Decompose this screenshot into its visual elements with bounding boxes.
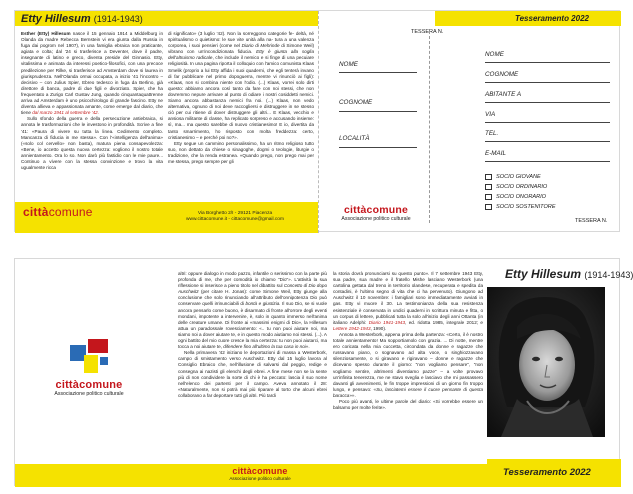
paragraph	[333, 271, 483, 332]
card-title-years: (1914-1943)	[93, 14, 143, 24]
paragraph	[178, 350, 327, 399]
paragraph	[333, 332, 483, 399]
text-run: dal marzo 1941 al settembre '42.	[32, 110, 100, 116]
web-email-line: www.cittacomune.it - cittacomune@gmail.com	[186, 217, 284, 222]
logo-mark-icon	[66, 337, 112, 377]
text-run: la storia dovrà pronunciarsi su questo punto». Il 7 settembre 1943 Etty, sua padre, sua madre e il fratello Mishe lasciano Westerbork (una cartolina gettata dal treno in territorio olandese, recuperata e spedita da contadini, è l'ultimo segno di vita che ci ha pervenuto). Giungono ad Auschwitz il 10 novembre: i famigliari sono immediatamente avviati in gas. Etty vi muore il 30. La testimonianza della sua resistenza esistenziale è conservata in undici quaderni in scrittura minuta e fitta, o un corpus di lettere, pubblicati tutta la solo all'inizio degli anni Ottanta (in italiano Adelphi:	[333, 271, 483, 325]
text-run: bontà e giustizia.	[245, 301, 281, 307]
text-run: altri: oppure dialogo in modo pazzo, infantile o serissimo con la parte più profonda di me, che per comodità io chiamo	[178, 271, 327, 283]
address-line: Via Borghetto 2/I - 29121 Piacenza	[197, 211, 273, 216]
label-nome: NOME	[485, 51, 504, 58]
option-socio-sostenitore: SOCIO SOSTENITORE	[496, 204, 556, 210]
bio-column-2	[168, 31, 314, 199]
text-run: Sullo sfondo della guerra e della persecuzione antiebraica, si annota le trasformazioni che le investono in profondità. Scrive a fine '41: «Paura di vivere su tutta la linea. Cedimento completo. Mancanza di fiducia in me stessa». Con l'«intelligenza dell'anima» («solo col cervello» non basta), matura piena consapevolezza: «Bene, io accetto questa nuova certezza: vogliono il nostro totale annientamento. Ora lo so. Non darò più fastidio con le mie paure... Continuo a vivere con la stessa convinzione e trovo la vita ugualmente ricca	[21, 116, 163, 171]
tesseramento-title: Tesseramento 2022	[515, 14, 589, 23]
bio-column-1	[21, 31, 163, 199]
tear-line	[429, 31, 430, 223]
back-logo	[25, 337, 153, 397]
back-tesseramento-title: Tesseramento 2022	[503, 467, 591, 478]
back-text-column-2	[333, 271, 483, 471]
paragraph	[178, 271, 327, 350]
text-run: Concetto di Dio dopo Auschwitz	[178, 283, 327, 295]
portrait-image	[487, 287, 605, 437]
tessera-number-label: TESSERA N.	[411, 29, 444, 35]
text-run: "Dio"». L'attività la sua riflessione si inserisce a pieno titolo nel dibattito sul	[178, 277, 327, 289]
paragraph	[21, 116, 163, 171]
front-logo	[23, 205, 143, 219]
text-run: Etty segue un cammino personalissimo, ha un ritmo religioso tutto suo, non dettato da chiese o sinagoghe, dogmi o teologie, liturgie o tradizione, che la renda estranea. «Quando prego, non prego mai per me stessa, prego sempre per gli	[168, 140, 314, 164]
label-via: VIA	[485, 111, 496, 118]
back-title-years: (1914-1943)	[584, 270, 633, 280]
back-brand-tagline: Associazione politico culturale	[54, 391, 124, 397]
text-run: di significato» (3 luglio '42). Non la sorreggono categorie fe- deltà, né spiritualismo o quietismo: le sue vite unità alla na- tura a una valenza corporea, i suoi pensieri (come nel	[168, 31, 314, 49]
text-run: Su, lasciatemi essere il cuore pensante di questa baracca	[333, 386, 483, 398]
field-via[interactable]	[485, 122, 610, 123]
form-logo	[320, 204, 432, 222]
label-email: E-MAIL	[485, 150, 506, 157]
option-socio-onorario: SOCIO ONORARIO	[496, 194, 547, 200]
checkbox-socio-ordinario[interactable]	[485, 184, 492, 190]
form-brand-name: cittàcomune	[343, 204, 409, 216]
text-run: Il suo Dio, se si vuole ancora pensarlo come buono, è disarmato di fronte all'orrore degli eventi mondani, impotente a intervenire, è, solo in quanto immerso nell'anima delle creature umane. Di fronte ai «massimi enigmi di Dio», la Hillesum attua un paradossale rovesciamento: «.. tu non puoi aiutare noi, ma siamo noi a dover aiutare te, e in questo modo aiutiamo noi stessi. (...). A ogni battito del mio cuore cresce la mia certezza: tu non puoi aiutarci, ma tocca a noi aiutare te,	[178, 301, 327, 350]
text-run: (per citare H. Jonas): come Simone Weil, Etty giunge alla conclusione che solo rinunciando all'attributo dell'onnipotenza Dio può conservare quelli irrinunciabili di	[178, 289, 327, 307]
stub-field-cognome[interactable]	[339, 111, 417, 112]
checkbox-socio-giovane[interactable]	[485, 174, 492, 180]
back-footer-logo	[205, 466, 315, 481]
text-run: Annota a Westerbork, appena prima della partenza: «Certo, il è nostro totale annientamento! Ma sopportiamolo con grazia. ... Di notte, mentre ero coricata nella mia cuccetta, circondata da donne e ragazze che russavano piano, o sognavano ad alta voce, o singhiozzavano silenziosamente, o si giravano e rigiravano – donne e ragazze che dicevano spesso durante il giorno: "non vogliamo pensare", "non vogliamo sentire, altrimenti diventiamo pazze" – a volte provavo un'infinita tenerezza, me ne stavo sveglia e lasciavo che mi passassero davanti gli avvenimenti, le fin troppe impressioni di un giorno fin troppo lungo, e pensavo: «	[333, 331, 483, 392]
field-tel[interactable]	[485, 141, 610, 142]
tessera-number-label-bottom: TESSERA N.	[575, 218, 608, 224]
paragraph	[168, 141, 314, 165]
field-abitante[interactable]	[485, 102, 610, 103]
text-run: Diario di Mehrinde	[241, 43, 280, 49]
stub-label-cognome: COGNOME	[339, 99, 373, 106]
text-run: Nella primavera '42 iniziano le deportazioni di massa a Westerbork, campo di smistamento verso Auschwitz. Etty dal 15 luglio lavora al Consiglio Ebraico che, nell'illusione di salvarsi dal peggio, redige e consegna ai nazisti gli elenchi degli ebrei. A fine mese non se la sente più di non condividere la sorte di chi è ha peccato: lascia il suo nome nell'elenco dei partenti per il campo. Aveva annotato il 28: «Naturalmente, non si potrà mai più riparare al torto che alcuni ebrei collaborano a far deportare tutti gli altri. Più tardi	[178, 350, 327, 398]
front-brand-name: cittàcomune	[23, 205, 93, 219]
text-run: difendere fino all'ultimo la tua casa in noi	[223, 344, 306, 350]
field-email[interactable]	[485, 161, 610, 162]
label-abitante: ABITANTE A	[485, 91, 522, 98]
text-run: , che include il nemico e si finge di una pecuiare religiosità. In una pagina riporta il colloquio con l'amico comunista Klaas Smelik (proprio a lui Etty affida i suoi quaderni, che egli tenterà invano di far pubblicare nel primo dopoguerra, mentre vi rinunciò ai figli): «Klaas, non si combina niente con l'odio. (...) Klaas, vorrei solo dirti questo: abbiamo ancora così tanto da fare con noi stessi, che non dovremmo nepure arrivare al punto di odiare i nostri cosiddetti nemici. Siamo ancora abbastanza nemici fra noi. (...) Klaas, non vedo alternativa, ognuno di noi deve raccogliersi e distruggere in se stesso ciò per cui ritiene di dover distruggere gli altri... E Klaas, vecchio e ansiosa militante di classe, ha replicato sorpreso e accusando insieme: sì, ma... ma questo sarebbe di nuovo cristianesimo! E io, divertita da tanto smarrimento, ho risposto con molta freddezza: certo, cristianesimo – e perché poi no?».	[168, 55, 314, 140]
label-tel: TEL.	[485, 130, 499, 137]
fold-line	[318, 11, 319, 233]
text-run: »».	[349, 392, 356, 398]
back-title-name: Etty Hillesum	[505, 267, 582, 281]
membership-card-front	[14, 10, 620, 232]
field-nome[interactable]	[485, 62, 610, 63]
option-socio-ordinario: SOCIO ORDINARIO	[496, 184, 548, 190]
back-title	[505, 267, 633, 281]
contact-info	[155, 211, 315, 223]
stub-field-nome[interactable]	[339, 72, 417, 73]
text-run: , ed. ridotta 1985, integrale 2012; e	[405, 319, 483, 325]
back-text-column-1	[178, 271, 327, 471]
paragraph	[21, 31, 163, 116]
text-run: Etty è giunta alla soglia dell'altruismo radicale	[168, 49, 314, 61]
field-cognome[interactable]	[485, 82, 610, 83]
lead-name: Esther (Etty) Hillesum	[21, 31, 71, 36]
text-run: Lettere 1942-1943	[333, 325, 371, 331]
stub-field-localita[interactable]	[339, 147, 417, 148]
paragraph	[333, 399, 483, 411]
checkbox-socio-sostenitore[interactable]	[485, 204, 492, 210]
back-footer-tagline: Associazione politico culturale	[229, 476, 291, 481]
text-run: Diario 1941-1943	[368, 319, 406, 325]
back-brand-name: cittàcomune	[55, 379, 123, 391]
portrait-photo	[487, 287, 605, 437]
membership-card-back	[14, 258, 633, 486]
option-socio-giovane: SOCIO GIOVANE	[496, 174, 541, 180]
text-run: ».	[305, 344, 310, 350]
paragraph	[168, 31, 314, 141]
text-run: nasce il 15 gennaio 1914 a Middelburg in Olanda da madre Rebecca Bernstein vi era giunta dalla Russia in fuga dai pogrom nel 1907), in una famiglia ebraica non praticante, agiata e colta; dal '24 si trasferisce a Deventer, dove il padre, insegnante di latino e greco, diventa preside del Ginnasio. Etty, vitalissima e animata da interessi poetico-filosofici, con una precoce predilezione per Rilke, si trasferisce ad Amsterdam dove si laurea in giurisprudenza. Nell'Olanda ormai occupata, a inizio '41 l'incontro – decisivo – con Julius Spier, Ebreo tedesco in fuga da Berlino, già direttore di banca, padre di due figli e divorziato. Spier, che ha frequentato a Zurigo Carl Gustav Jung, quando cinquantaquattrenne arriva ad Amsterdam è uno psicochirologo di grande fascino. Etty ne diventa allieva e appassionata amante, come emerge dal diario, che tiene	[21, 31, 163, 116]
text-run: di Simone Weil) vibrano con un'incondizionata fiducia.	[168, 43, 314, 55]
card-title-name: Etty Hillesum	[21, 13, 91, 25]
card-title	[21, 13, 143, 25]
text-run: Poco più avanti, le ultime parole del diario: «Si vorrebbe essere un balsamo per molte ferite».	[333, 398, 483, 411]
text-run: , 1990).	[370, 325, 387, 331]
stub-label-localita: LOCALITÀ	[339, 135, 370, 142]
checkbox-socio-onorario[interactable]	[485, 194, 492, 200]
stub-label-nome: NOME	[339, 61, 358, 68]
form-brand-tagline: Associazione politico culturale	[341, 216, 411, 222]
label-cognome: COGNOME	[485, 71, 519, 78]
back-footer-brand: cittàcomune	[232, 466, 288, 476]
